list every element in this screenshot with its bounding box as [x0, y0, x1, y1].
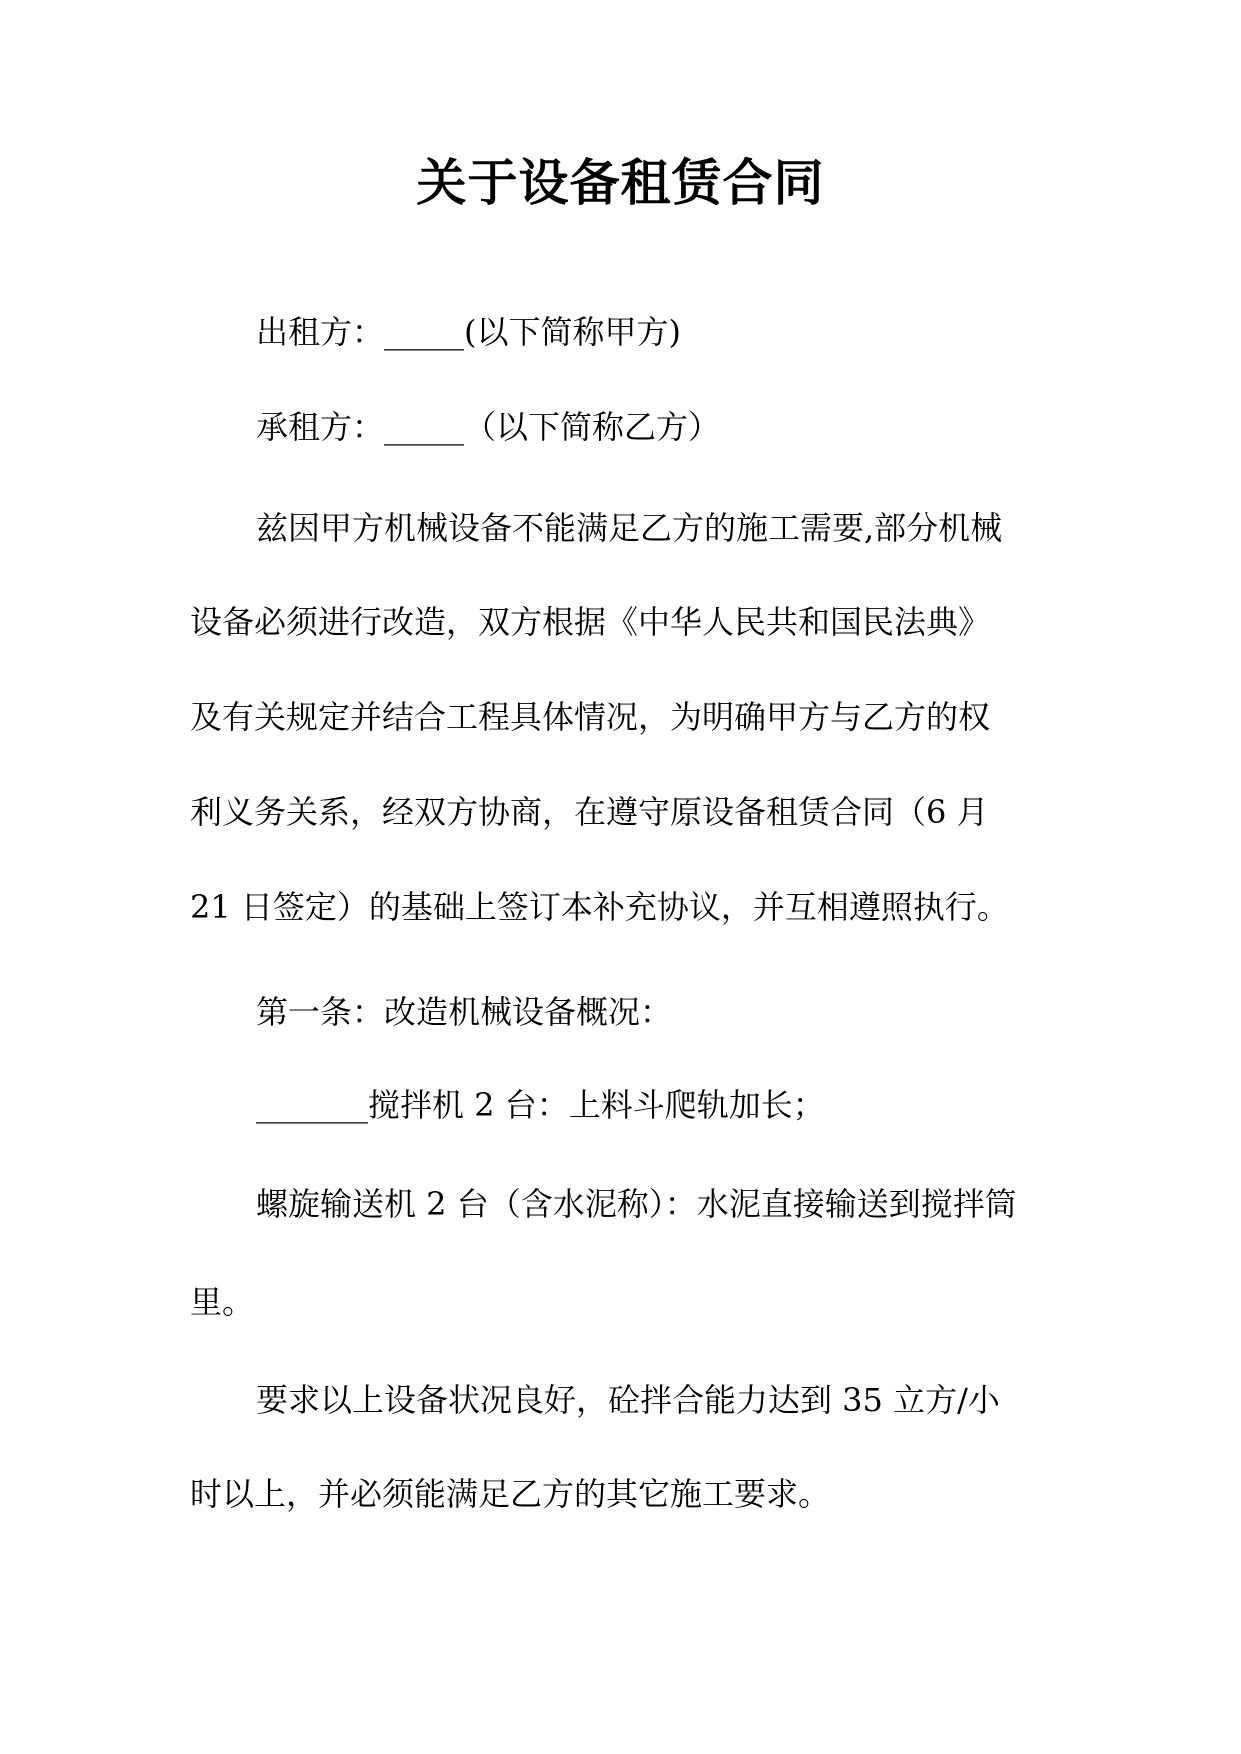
- lessee-line: 承租方：_____（以下简称乙方）: [256, 408, 721, 446]
- item-line: 里。: [190, 1283, 255, 1321]
- paragraph-line: 及有关规定并结合工程具体情况，为明确甲方与乙方的权: [190, 698, 991, 736]
- document-title: 关于设备租赁合同: [416, 154, 825, 212]
- paragraph-line: 兹因甲方机械设备不能满足乙方的施工需要,部分机械: [256, 509, 1003, 547]
- requirement-line: 时以上，并必须能满足乙方的其它施工要求。: [190, 1475, 831, 1513]
- requirement-line: 要求以上设备状况良好，砼拌合能力达到 35 立方/小: [256, 1381, 1000, 1419]
- paragraph-line: 利义务关系，经双方协商，在遵守原设备租赁合同（6 月: [190, 793, 989, 831]
- item-line: 螺旋输送机 2 台（含水泥称）：水泥直接输送到搅拌筒: [256, 1185, 1017, 1223]
- item-line: _______搅拌机 2 台：上料斗爬轨加长；: [256, 1086, 825, 1124]
- paragraph-line: 21 日签定）的基础上签订本补充协议，并互相遵照执行。: [190, 888, 1009, 926]
- article-heading: 第一条：改造机械设备概况：: [256, 993, 673, 1031]
- lessor-line: 出租方：_____(以下简称甲方): [256, 313, 681, 351]
- paragraph-line: 设备必须进行改造，双方根据《中华人民共和国民法典》: [190, 603, 991, 641]
